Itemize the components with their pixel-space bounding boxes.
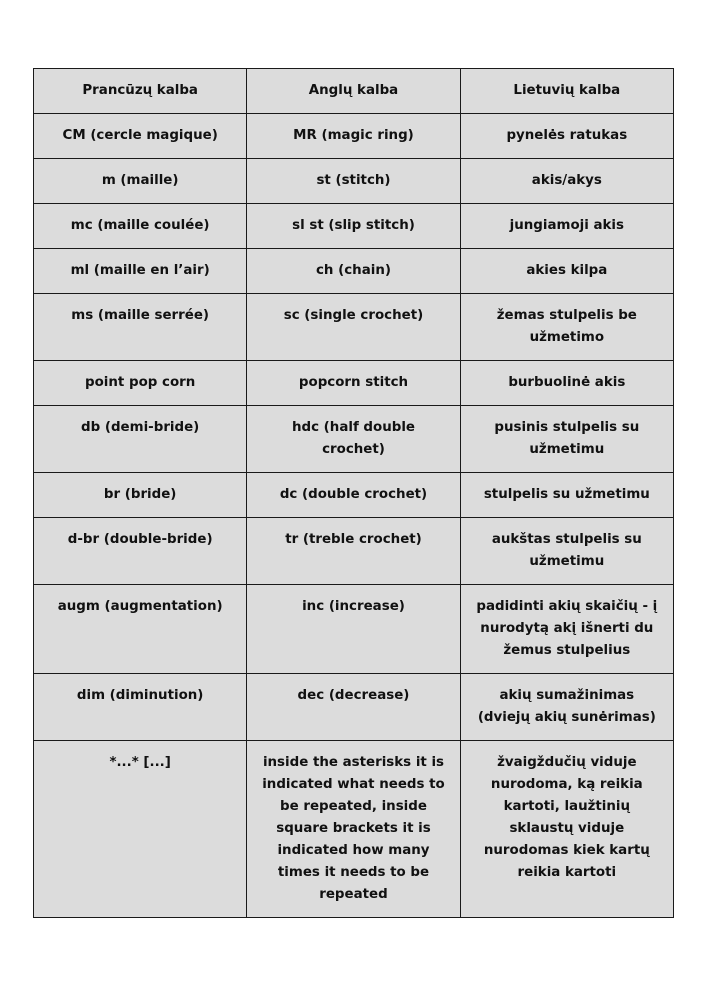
table-row — [34, 114, 674, 159]
cell-french: m (maille) — [34, 159, 247, 204]
header-lithuanian: Lietuvių kalba — [460, 69, 673, 114]
table-row — [34, 159, 674, 204]
cell-lithuanian: žvaigždučių viduje nurodoma, ką reikia kartoti, laužtinių sklaustų viduje nurodomas kiek kartų reikia kartoti — [460, 741, 673, 918]
table-row — [34, 294, 674, 361]
cell-lithuanian: stulpelis su užmetimu — [460, 473, 673, 518]
table-header-row — [34, 69, 674, 114]
cell-lithuanian: pynelės ratukas — [460, 114, 673, 159]
cell-french: ms (maille serrée) — [34, 294, 247, 361]
cell-french: br (bride) — [34, 473, 247, 518]
table-row — [34, 473, 674, 518]
cell-lithuanian: padidinti akių skaičių - į nurodytą akį išnerti du žemus stulpelius — [460, 585, 673, 674]
cell-english: MR (magic ring) — [247, 114, 460, 159]
cell-lithuanian: žemas stulpelis be užmetimo — [460, 294, 673, 361]
cell-english: inside the asterisks it is indicated what needs to be repeated, inside square brackets it is indicated how many times it needs to be repeated — [247, 741, 460, 918]
cell-english: dec (decrease) — [247, 674, 460, 741]
cell-french: augm (augmentation) — [34, 585, 247, 674]
table-row — [34, 249, 674, 294]
cell-english: st (stitch) — [247, 159, 460, 204]
cell-lithuanian: pusinis stulpelis su užmetimu — [460, 406, 673, 473]
table-row — [34, 741, 674, 918]
cell-french: db (demi-bride) — [34, 406, 247, 473]
table-row — [34, 674, 674, 741]
cell-english: sc (single crochet) — [247, 294, 460, 361]
cell-french: ml (maille en l’air) — [34, 249, 247, 294]
cell-english: inc (increase) — [247, 585, 460, 674]
crochet-terms-table — [33, 68, 674, 918]
table-row — [34, 585, 674, 674]
cell-french: dim (diminution) — [34, 674, 247, 741]
cell-english: sl st (slip stitch) — [247, 204, 460, 249]
table-row — [34, 361, 674, 406]
cell-lithuanian: jungiamoji akis — [460, 204, 673, 249]
table-row — [34, 406, 674, 473]
table-row — [34, 518, 674, 585]
cell-french: d-br (double-bride) — [34, 518, 247, 585]
cell-english: tr (treble crochet) — [247, 518, 460, 585]
cell-french: CM (cercle magique) — [34, 114, 247, 159]
cell-lithuanian: aukštas stulpelis su užmetimu — [460, 518, 673, 585]
cell-lithuanian: akių sumažinimas (dviejų akių sunėrimas) — [460, 674, 673, 741]
table-row — [34, 204, 674, 249]
cell-lithuanian: akies kilpa — [460, 249, 673, 294]
cell-english: dc (double crochet) — [247, 473, 460, 518]
cell-french: point pop corn — [34, 361, 247, 406]
header-french: Prancūzų kalba — [34, 69, 247, 114]
cell-lithuanian: burbuolinė akis — [460, 361, 673, 406]
cell-english: popcorn stitch — [247, 361, 460, 406]
cell-english: ch (chain) — [247, 249, 460, 294]
cell-french: *...* [...] — [34, 741, 247, 918]
cell-french: mc (maille coulée) — [34, 204, 247, 249]
header-english: Anglų kalba — [247, 69, 460, 114]
cell-english: hdc (half double crochet) — [247, 406, 460, 473]
cell-lithuanian: akis/akys — [460, 159, 673, 204]
